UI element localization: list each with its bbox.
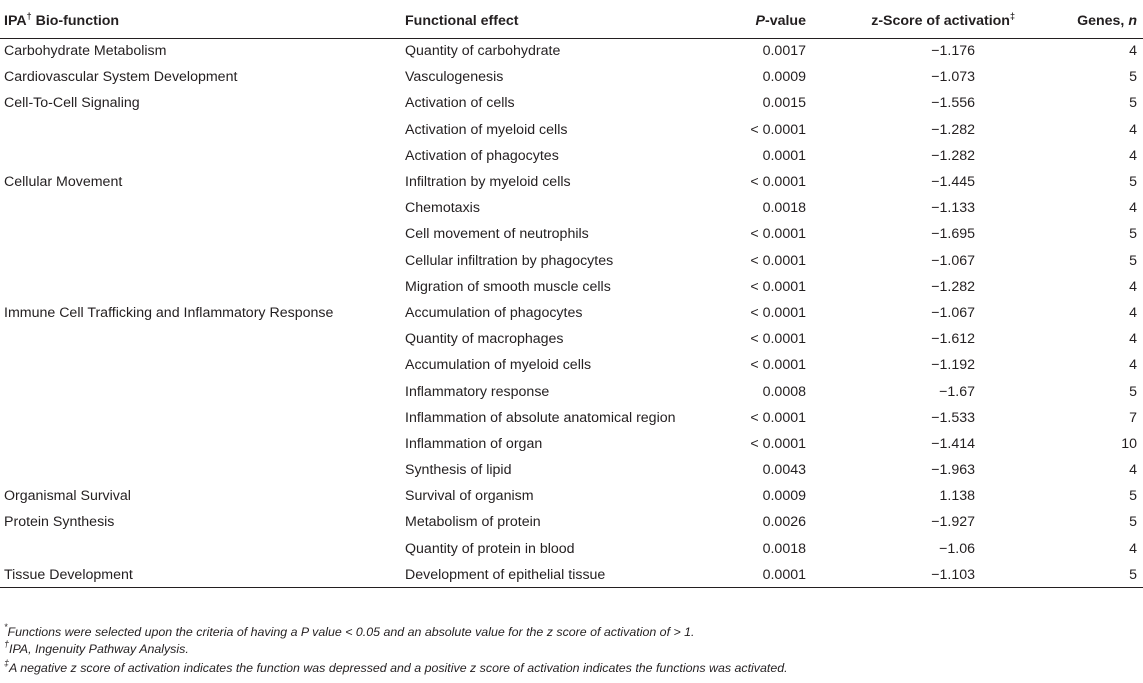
cell-genes: 4	[1129, 43, 1137, 60]
cell-z-score: −1.067	[931, 252, 975, 269]
cell-functional-effect: Migration of smooth muscle cells	[405, 278, 611, 295]
cell-functional-effect: Quantity of carbohydrate	[405, 43, 561, 60]
cell-bio-function: Cellular Movement	[4, 174, 123, 191]
cell-functional-effect: Activation of myeloid cells	[405, 121, 568, 138]
cell-p-value: < 0.0001	[750, 409, 806, 426]
table-row	[0, 352, 1143, 378]
cell-functional-effect: Synthesis of lipid	[405, 462, 512, 479]
cell-genes: 7	[1129, 409, 1137, 426]
table-row	[0, 221, 1143, 247]
cell-p-value: 0.0009	[762, 69, 806, 86]
header-bio-function: IPA† Bio-function	[0, 4, 405, 38]
cell-bio-function: Immune Cell Trafficking and Inflammatory Response	[4, 304, 334, 321]
cell-z-score: −1.445	[931, 174, 975, 191]
cell-functional-effect: Chemotaxis	[405, 200, 480, 217]
cell-p-value: 0.0009	[762, 488, 806, 505]
cell-genes: 4	[1129, 304, 1137, 321]
cell-bio-function: Cardiovascular System Development	[4, 69, 238, 86]
table-header-row	[0, 4, 1143, 38]
cell-genes: 5	[1129, 514, 1137, 531]
table-row	[0, 117, 1143, 143]
cell-functional-effect: Survival of organism	[405, 488, 534, 505]
cell-bio-function: Cell-To-Cell Signaling	[4, 95, 140, 112]
cell-z-score: −1.176	[931, 43, 975, 60]
cell-z-score: −1.06	[939, 540, 975, 557]
table-row	[0, 378, 1143, 404]
cell-p-value: < 0.0001	[750, 121, 806, 138]
table-row	[0, 326, 1143, 352]
cell-z-score: −1.133	[931, 200, 975, 217]
table-row	[0, 143, 1143, 169]
cell-functional-effect: Inflammation of organ	[405, 435, 543, 452]
cell-z-score: −1.963	[931, 462, 975, 479]
cell-p-value: < 0.0001	[750, 252, 806, 269]
cell-z-score: −1.103	[860, 562, 1035, 588]
cell-functional-effect: Vasculogenesis	[405, 69, 504, 86]
cell-p-value: 0.0001	[710, 562, 860, 588]
cell-bio-function: Organismal Survival	[4, 488, 131, 505]
cell-p-value: 0.0018	[762, 540, 806, 557]
cell-genes: 5	[1129, 252, 1137, 269]
cell-bio-function	[0, 143, 405, 169]
cell-z-score: −1.192	[931, 357, 975, 374]
cell-p-value: < 0.0001	[750, 435, 806, 452]
cell-p-value: 0.0017	[762, 43, 806, 60]
cell-z-score: −1.282	[931, 147, 975, 164]
cell-bio-function	[0, 195, 405, 221]
cell-bio-function	[0, 405, 405, 431]
cell-genes: 10	[1121, 435, 1137, 452]
footnote-ipa: †IPA, Ingenuity Pathway Analysis.	[4, 639, 189, 656]
header-functional-effect: Functional effect	[405, 4, 710, 38]
cell-bio-function	[0, 326, 405, 352]
cell-functional-effect: Inflammatory response	[405, 383, 550, 400]
cell-genes: 5	[1129, 226, 1137, 243]
table-row	[0, 457, 1143, 483]
cell-z-score: −1.282	[931, 278, 975, 295]
cell-functional-effect: Metabolism of protein	[405, 514, 541, 531]
cell-p-value: 0.0043	[762, 462, 806, 479]
table-row	[0, 38, 1143, 64]
cell-p-value: < 0.0001	[750, 278, 806, 295]
cell-z-score: −1.282	[931, 121, 975, 138]
table-row	[0, 169, 1143, 195]
header-genes: Genes, n	[1035, 4, 1143, 38]
header-z-score: z-Score of activation‡	[860, 4, 1035, 38]
header-p-value: P-value	[710, 4, 860, 38]
cell-z-score: −1.414	[931, 435, 975, 452]
cell-z-score: −1.067	[931, 304, 975, 321]
cell-z-score: −1.556	[931, 95, 975, 112]
table-row	[0, 483, 1143, 509]
table-row	[0, 248, 1143, 274]
cell-bio-function	[0, 457, 405, 483]
results-table	[0, 4, 1143, 588]
table-row	[0, 431, 1143, 457]
cell-genes: 4	[1129, 147, 1137, 164]
cell-bio-function: Tissue Development	[0, 562, 405, 588]
cell-z-score: −1.533	[931, 409, 975, 426]
cell-bio-function: Protein Synthesis	[4, 514, 115, 531]
cell-genes: 4	[1129, 462, 1137, 479]
cell-p-value: < 0.0001	[750, 174, 806, 191]
table-row	[0, 405, 1143, 431]
cell-bio-function	[0, 117, 405, 143]
cell-genes: 4	[1129, 331, 1137, 348]
cell-p-value: 0.0018	[762, 200, 806, 217]
cell-bio-function: Carbohydrate Metabolism	[4, 43, 167, 60]
cell-bio-function	[0, 536, 405, 562]
cell-p-value: 0.0015	[762, 95, 806, 112]
cell-genes: 5	[1129, 488, 1137, 505]
cell-genes: 5	[1129, 69, 1137, 86]
cell-p-value: < 0.0001	[750, 357, 806, 374]
cell-functional-effect: Infiltration by myeloid cells	[405, 174, 571, 191]
cell-p-value: < 0.0001	[750, 331, 806, 348]
cell-bio-function	[0, 352, 405, 378]
table-row	[0, 90, 1143, 116]
cell-bio-function	[0, 248, 405, 274]
cell-bio-function	[0, 431, 405, 457]
cell-genes: 5	[1129, 95, 1137, 112]
cell-functional-effect: Cellular infiltration by phagocytes	[405, 252, 614, 269]
cell-p-value: < 0.0001	[750, 304, 806, 321]
cell-p-value: 0.0008	[762, 383, 806, 400]
table-row	[0, 536, 1143, 562]
table-row	[0, 195, 1143, 221]
cell-p-value: 0.0001	[762, 147, 806, 164]
cell-functional-effect: Activation of phagocytes	[405, 147, 559, 164]
cell-functional-effect: Development of epithelial tissue	[405, 562, 710, 588]
cell-p-value: 0.0026	[762, 514, 806, 531]
cell-z-score: −1.073	[931, 69, 975, 86]
cell-functional-effect: Accumulation of phagocytes	[405, 304, 583, 321]
cell-genes: 4	[1129, 121, 1137, 138]
cell-bio-function	[0, 378, 405, 404]
cell-functional-effect: Quantity of macrophages	[405, 331, 564, 348]
footnote-selection-criteria: *Functions were selected upon the criteria of having a P value < 0.05 and an absolute value for the z score of activation of > 1.	[4, 622, 695, 639]
cell-functional-effect: Accumulation of myeloid cells	[405, 357, 592, 374]
cell-z-score: −1.612	[931, 331, 975, 348]
table-body	[0, 38, 1143, 588]
cell-z-score: 1.138	[939, 488, 975, 505]
table-row	[0, 274, 1143, 300]
cell-functional-effect: Quantity of protein in blood	[405, 540, 575, 557]
table-row	[0, 300, 1143, 326]
cell-genes: 4	[1129, 278, 1137, 295]
cell-genes: 4	[1129, 200, 1137, 217]
cell-z-score: −1.695	[931, 226, 975, 243]
cell-z-score: −1.67	[939, 383, 975, 400]
cell-genes: 5	[1035, 562, 1143, 588]
cell-bio-function	[0, 274, 405, 300]
footnote-z-score: ‡A negative z score of activation indicates the function was depressed and a positive z score of activation indicates the functions was activated.	[4, 658, 788, 675]
cell-genes: 4	[1129, 540, 1137, 557]
table-row	[0, 562, 1143, 588]
cell-functional-effect: Cell movement of neutrophils	[405, 226, 589, 243]
cell-genes: 5	[1129, 174, 1137, 191]
cell-genes: 4	[1129, 357, 1137, 374]
cell-functional-effect: Activation of cells	[405, 95, 515, 112]
cell-bio-function	[0, 221, 405, 247]
table-row	[0, 509, 1143, 535]
cell-z-score: −1.927	[931, 514, 975, 531]
table-row	[0, 64, 1143, 90]
cell-p-value: < 0.0001	[750, 226, 806, 243]
cell-functional-effect: Inflammation of absolute anatomical region	[405, 409, 676, 426]
cell-genes: 5	[1129, 383, 1137, 400]
